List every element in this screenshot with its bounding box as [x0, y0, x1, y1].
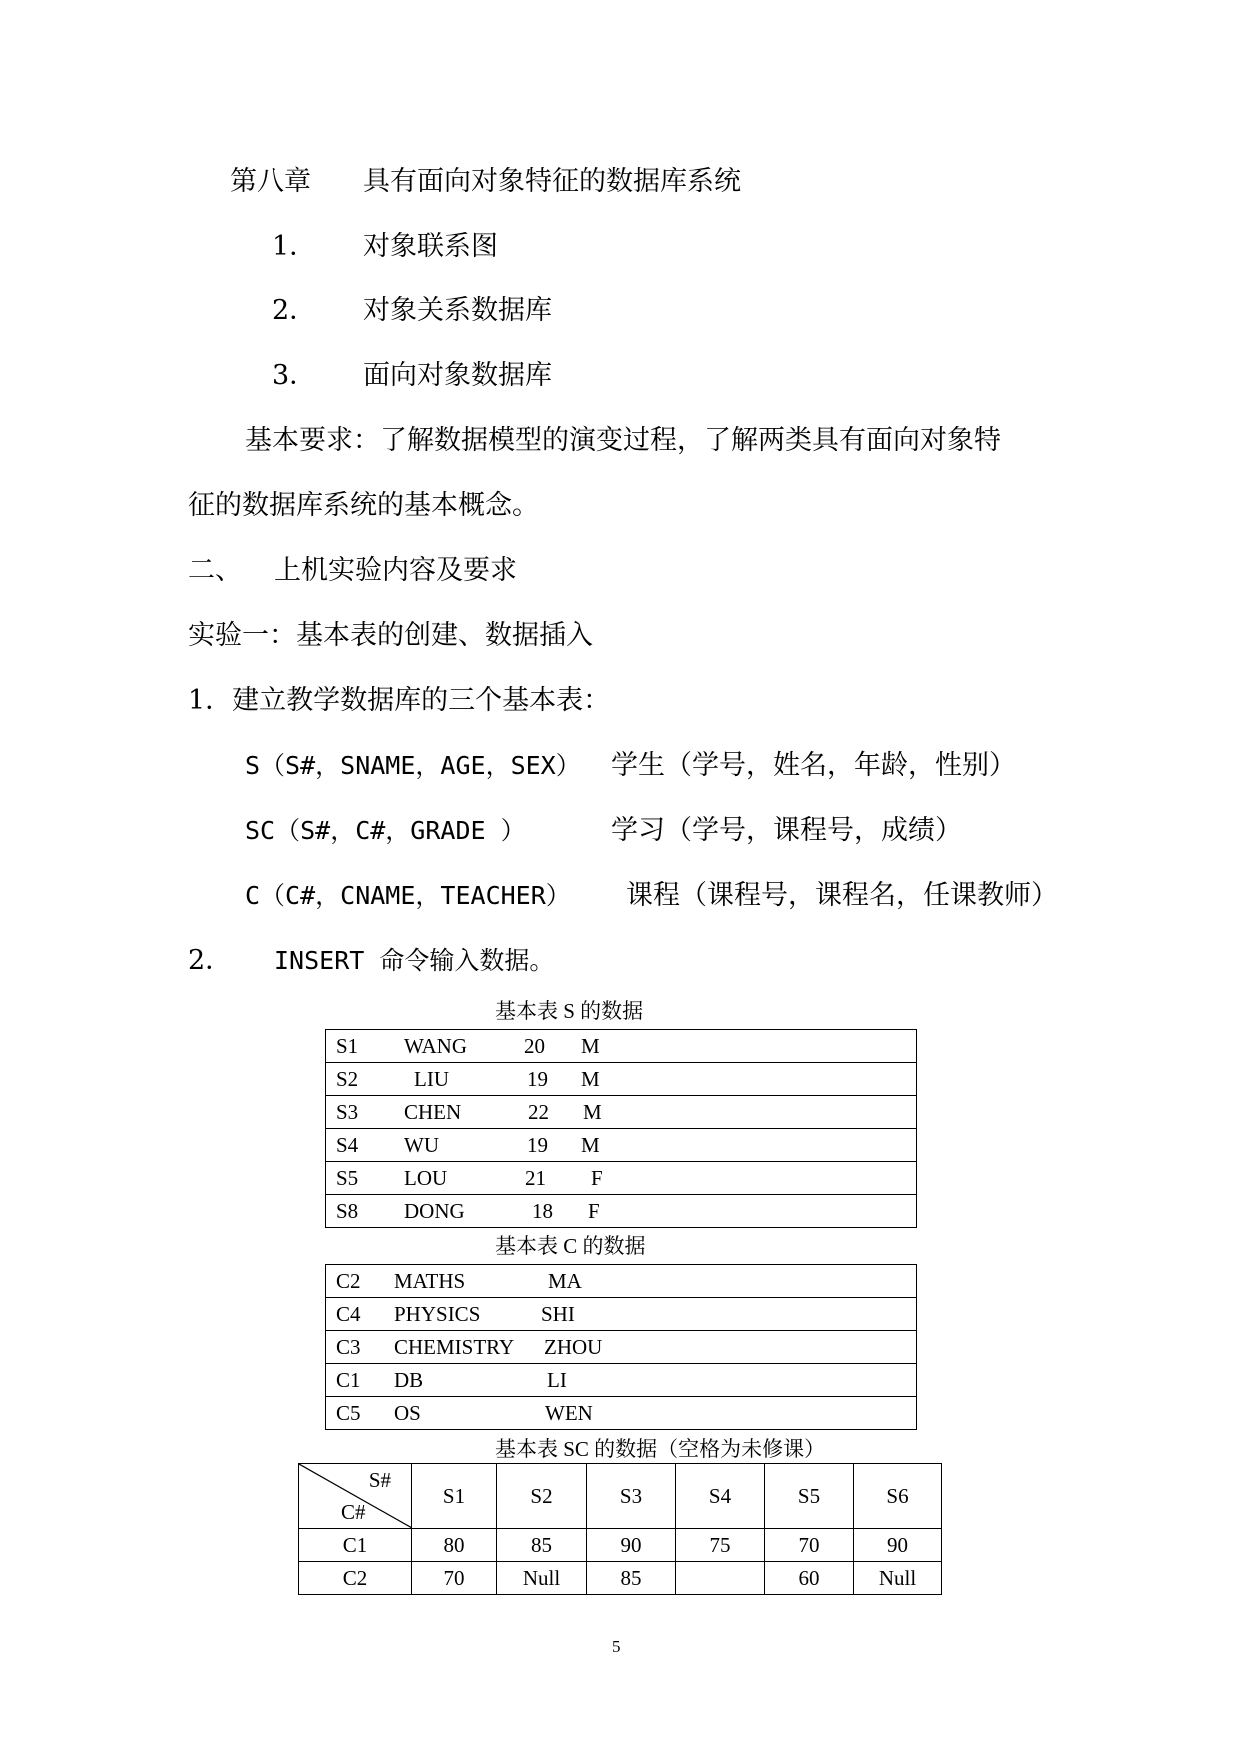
experiment-title: 实验一：基本表的创建、数据插入: [188, 620, 593, 651]
section-text: 对象联系图: [363, 231, 498, 262]
cell-cno: C2: [336, 1269, 361, 1293]
cell-sno: S3: [336, 1100, 359, 1124]
corner-cell: [299, 1464, 412, 1529]
cell-age: 20: [524, 1034, 545, 1058]
cell-age: 19: [527, 1133, 548, 1157]
grade-cell: Null: [854, 1562, 942, 1595]
table-row: [326, 1195, 917, 1228]
cell-age: 19: [527, 1067, 548, 1091]
grade-cell: 70: [765, 1529, 854, 1562]
grade-cell: 75: [676, 1529, 765, 1562]
table-row: [326, 1397, 917, 1430]
cell-teacher: WEN: [545, 1401, 593, 1425]
cell-sname: LOU: [404, 1166, 448, 1190]
section-text: 面向对象数据库: [363, 360, 552, 391]
section-item: [272, 359, 552, 393]
cell-sex: M: [581, 1034, 600, 1058]
grade-cell: 90: [854, 1529, 942, 1562]
section-item: [272, 294, 552, 328]
cell-sex: F: [591, 1166, 603, 1190]
cell-cname: MATHS: [394, 1269, 466, 1293]
table-row: [299, 1529, 942, 1562]
schema-description: 学生（学号，姓名，年龄，性别）: [611, 750, 1016, 781]
chapter-title: 具有面向对象特征的数据库系统: [363, 166, 741, 197]
table-row: [326, 1298, 917, 1331]
table-row: [326, 1162, 917, 1195]
cell-sno: S2: [336, 1067, 359, 1091]
cell-cno: C4: [336, 1302, 361, 1326]
cell-cno: C5: [336, 1401, 361, 1425]
column-header: S5: [765, 1464, 854, 1529]
cell-teacher: SHI: [541, 1302, 575, 1326]
section-number: 3．: [272, 360, 317, 391]
requirement-line-2: 征的数据库系统的基本概念。: [188, 490, 539, 521]
table-row: [326, 1129, 917, 1162]
section-number: 1．: [272, 231, 317, 262]
step-text: INSERT 命令输入数据。: [274, 946, 555, 975]
column-header: S2: [497, 1464, 587, 1529]
table-row: [326, 1063, 917, 1096]
table-row: [299, 1562, 942, 1595]
table-row: [326, 1265, 917, 1298]
column-header: S4: [676, 1464, 765, 1529]
cell-teacher: LI: [547, 1368, 567, 1392]
cell-cno: C3: [336, 1335, 361, 1359]
section-text: 对象关系数据库: [363, 295, 552, 326]
cell-age: 21: [525, 1166, 546, 1190]
cell-teacher: ZHOU: [544, 1335, 603, 1359]
schema-definition: S（S#，SNAME，AGE，SEX）: [245, 751, 581, 780]
cell-cname: OS: [394, 1401, 421, 1425]
table-sc: [298, 1463, 942, 1595]
grade-cell: 85: [497, 1529, 587, 1562]
row-header: C1: [299, 1529, 412, 1562]
page-number: 5: [612, 1637, 621, 1656]
part-number: 二、: [188, 555, 242, 586]
schema-row: [245, 814, 962, 848]
table-c-caption: 基本表 C 的数据: [495, 1234, 646, 1258]
grade-cell: 70: [412, 1562, 497, 1595]
table-c: [325, 1264, 917, 1430]
cell-sex: M: [583, 1100, 602, 1124]
cell-sex: M: [581, 1067, 600, 1091]
row-header: C2: [299, 1562, 412, 1595]
cell-sname: DONG: [404, 1199, 465, 1223]
cell-sno: S4: [336, 1133, 359, 1157]
table-s-caption: 基本表 S 的数据: [495, 999, 644, 1023]
cell-cname: PHYSICS: [394, 1302, 481, 1326]
cell-sname: WANG: [404, 1034, 467, 1058]
grade-cell: Null: [497, 1562, 587, 1595]
corner-col-label: S#: [368, 1468, 391, 1492]
cell-sname: LIU: [414, 1067, 449, 1091]
cell-age: 22: [528, 1100, 549, 1124]
table-sc-caption: 基本表 SC 的数据（空格为未修课）: [495, 1437, 826, 1461]
section-number: 2．: [272, 295, 317, 326]
grade-cell: 80: [412, 1529, 497, 1562]
grade-cell: 85: [587, 1562, 676, 1595]
table-row: [326, 1096, 917, 1129]
schema-description: 学习（学号，课程号，成绩）: [611, 815, 962, 846]
cell-sname: WU: [404, 1133, 439, 1157]
schema-definition: SC（S#，C#，GRADE ）: [245, 816, 526, 845]
schema-description: 课程（课程号，课程名，任课教师）: [626, 880, 1058, 911]
grade-cell: 90: [587, 1529, 676, 1562]
chapter-number: 第八章: [230, 166, 311, 197]
step-1: 1．建立教学数据库的三个基本表：: [188, 685, 611, 716]
cell-sex: M: [581, 1133, 600, 1157]
section-item: [272, 230, 498, 264]
table-row: [326, 1364, 917, 1397]
grade-cell: [676, 1562, 765, 1595]
chapter-heading: [230, 165, 741, 199]
cell-cname: DB: [394, 1368, 424, 1392]
column-header: S1: [412, 1464, 497, 1529]
column-header: S3: [587, 1464, 676, 1529]
cell-sno: S8: [336, 1199, 359, 1223]
cell-cname: CHEMISTRY: [394, 1335, 515, 1359]
grade-cell: 60: [765, 1562, 854, 1595]
table-row: [326, 1030, 917, 1063]
corner-row-label: C#: [341, 1500, 366, 1524]
cell-age: 18: [532, 1199, 553, 1223]
cell-cno: C1: [336, 1368, 361, 1392]
table-s: [325, 1029, 917, 1228]
step-2: [188, 944, 555, 978]
part-heading: [188, 554, 517, 588]
requirement-line-1: 基本要求：了解数据模型的演变过程，了解两类具有面向对象特: [245, 425, 1001, 456]
cell-sname: CHEN: [404, 1100, 462, 1124]
schema-definition: C（C#，CNAME，TEACHER）: [245, 881, 571, 910]
cell-sno: S1: [336, 1034, 359, 1058]
step-number: 2．: [188, 945, 233, 976]
part-title: 上机实验内容及要求: [274, 555, 517, 586]
schema-row: [245, 879, 1058, 913]
cell-sno: S5: [336, 1166, 359, 1190]
table-row: [326, 1331, 917, 1364]
cell-sex: F: [588, 1199, 600, 1223]
column-header: S6: [854, 1464, 942, 1529]
cell-teacher: MA: [548, 1269, 582, 1293]
table-header-row: [299, 1464, 942, 1529]
schema-row: [245, 749, 1016, 783]
